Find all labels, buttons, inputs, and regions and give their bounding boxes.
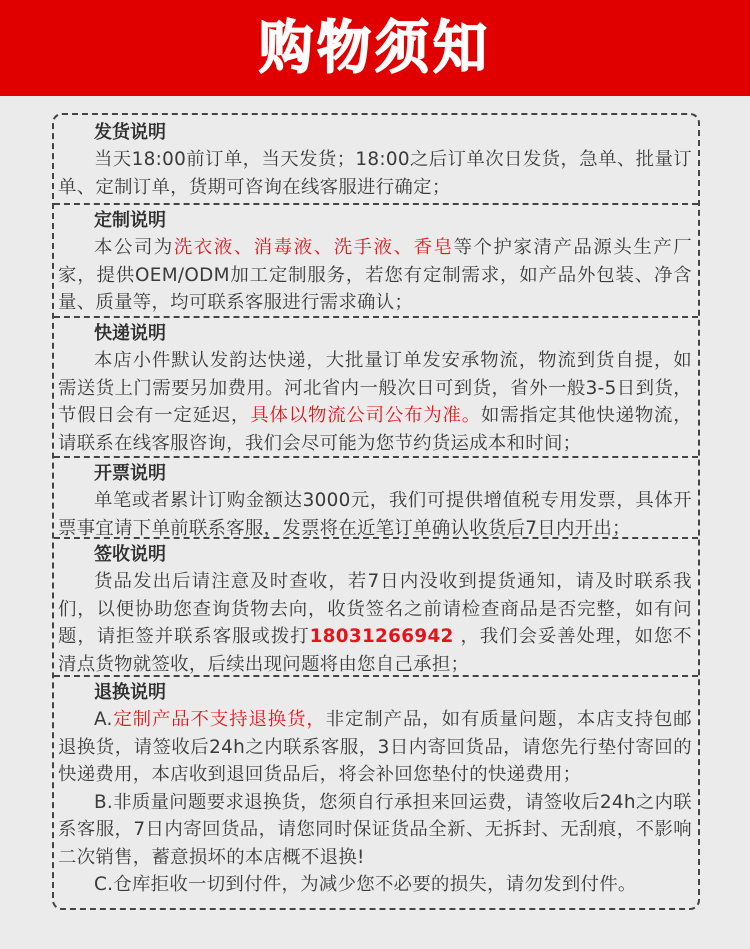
- section-title: 开票说明: [94, 463, 166, 484]
- section-text: 本公司为洗衣液、消毒液、洗手液、香皂等个护家清产品源头生产厂家，提供OEM/ODM加工定制服务，若您有定制需求，如产品外包装、净含量、质量等，均可联系客服进行需求确认；: [58, 237, 693, 313]
- section-title: 定制说明: [94, 210, 166, 231]
- divider: [54, 537, 698, 539]
- divider: [54, 456, 698, 458]
- divider: [54, 675, 698, 677]
- divider: [54, 316, 698, 318]
- section-receipt: [54, 541, 698, 678]
- section-text: 本店小件默认发韵达快递，大批量订单发安承物流，物流到货自提，如需送货上门需要另加费用。河北省内一般次日可到货，省外一般3-5日到货，节假日会有一定延迟，具体以物流公司公布为准。如需指定其他快递物流，请联系在线客服咨询，我们会尽可能为您节约货运成本和时间；: [58, 350, 692, 454]
- section-title: 发货说明: [94, 122, 166, 143]
- section-shipping: [54, 119, 698, 201]
- notice-box: [52, 113, 700, 910]
- section-title: 签收说明: [94, 544, 166, 565]
- section-title: 退换说明: [94, 682, 166, 703]
- highlight-text: 洗衣液、消毒液、洗手液、香皂: [173, 237, 454, 258]
- highlight-text: 定制产品不支持退换货，: [112, 709, 326, 730]
- highlight-text: 具体以物流公司公布为准。: [250, 405, 482, 426]
- section-text-c: C.仓库拒收一切到付件，为减少您不必要的损失，请勿发到付件。: [94, 874, 637, 895]
- phone-number[interactable]: 18031266942: [309, 626, 454, 647]
- section-customization: [54, 207, 698, 317]
- section-text-b: B.非质量问题要求退换货，您须自行承担来回运费，请签收后24h之内联系客服，7日内寄回货品，请您同时保证货品全新、无拆封、无刮痕，不影响二次销售，蓄意损坏的本店概不退换!: [58, 791, 692, 868]
- section-invoice: [54, 460, 698, 542]
- section-returns: [54, 679, 698, 899]
- section-text: 当天18:00前订单，当天发货；18:00之后订单次日发货，急单、批量订单、定制订单，货期可咨询在线客服进行确定；: [58, 149, 692, 198]
- page-title: 购物须知: [259, 14, 491, 81]
- section-text: 货品发出后请注意及时查收，若7日内没收到提货通知，请及时联系我们，以便协助您查询货物去向，收货签名之前请检查商品是否完整，如有问题，请拒签并联系客服或拨打18031266942 ，我们会妥善处理，如您不清点货物就签收，后续出现问题将由您自己承担；: [58, 571, 693, 675]
- section-text: 单笔或者累计订购金额达3000元，我们可提供增值税专用发票，具体开票事宜请下单前联系客服，发票将在近笔订单确认收货后7日内开出；: [58, 490, 692, 539]
- page-header: [0, 0, 750, 96]
- section-delivery: [54, 320, 698, 457]
- section-text-a: A.定制产品不支持退换货，非定制产品，如有质量问题，本店支持包邮退换货，请签收后24h之内联系客服，3日内寄回货品，请您先行垫付寄回的快递费用，本店收到退回货品后，将会补回您垫付的快递费用；: [58, 709, 692, 785]
- section-title: 快递说明: [94, 323, 166, 344]
- divider: [54, 203, 698, 205]
